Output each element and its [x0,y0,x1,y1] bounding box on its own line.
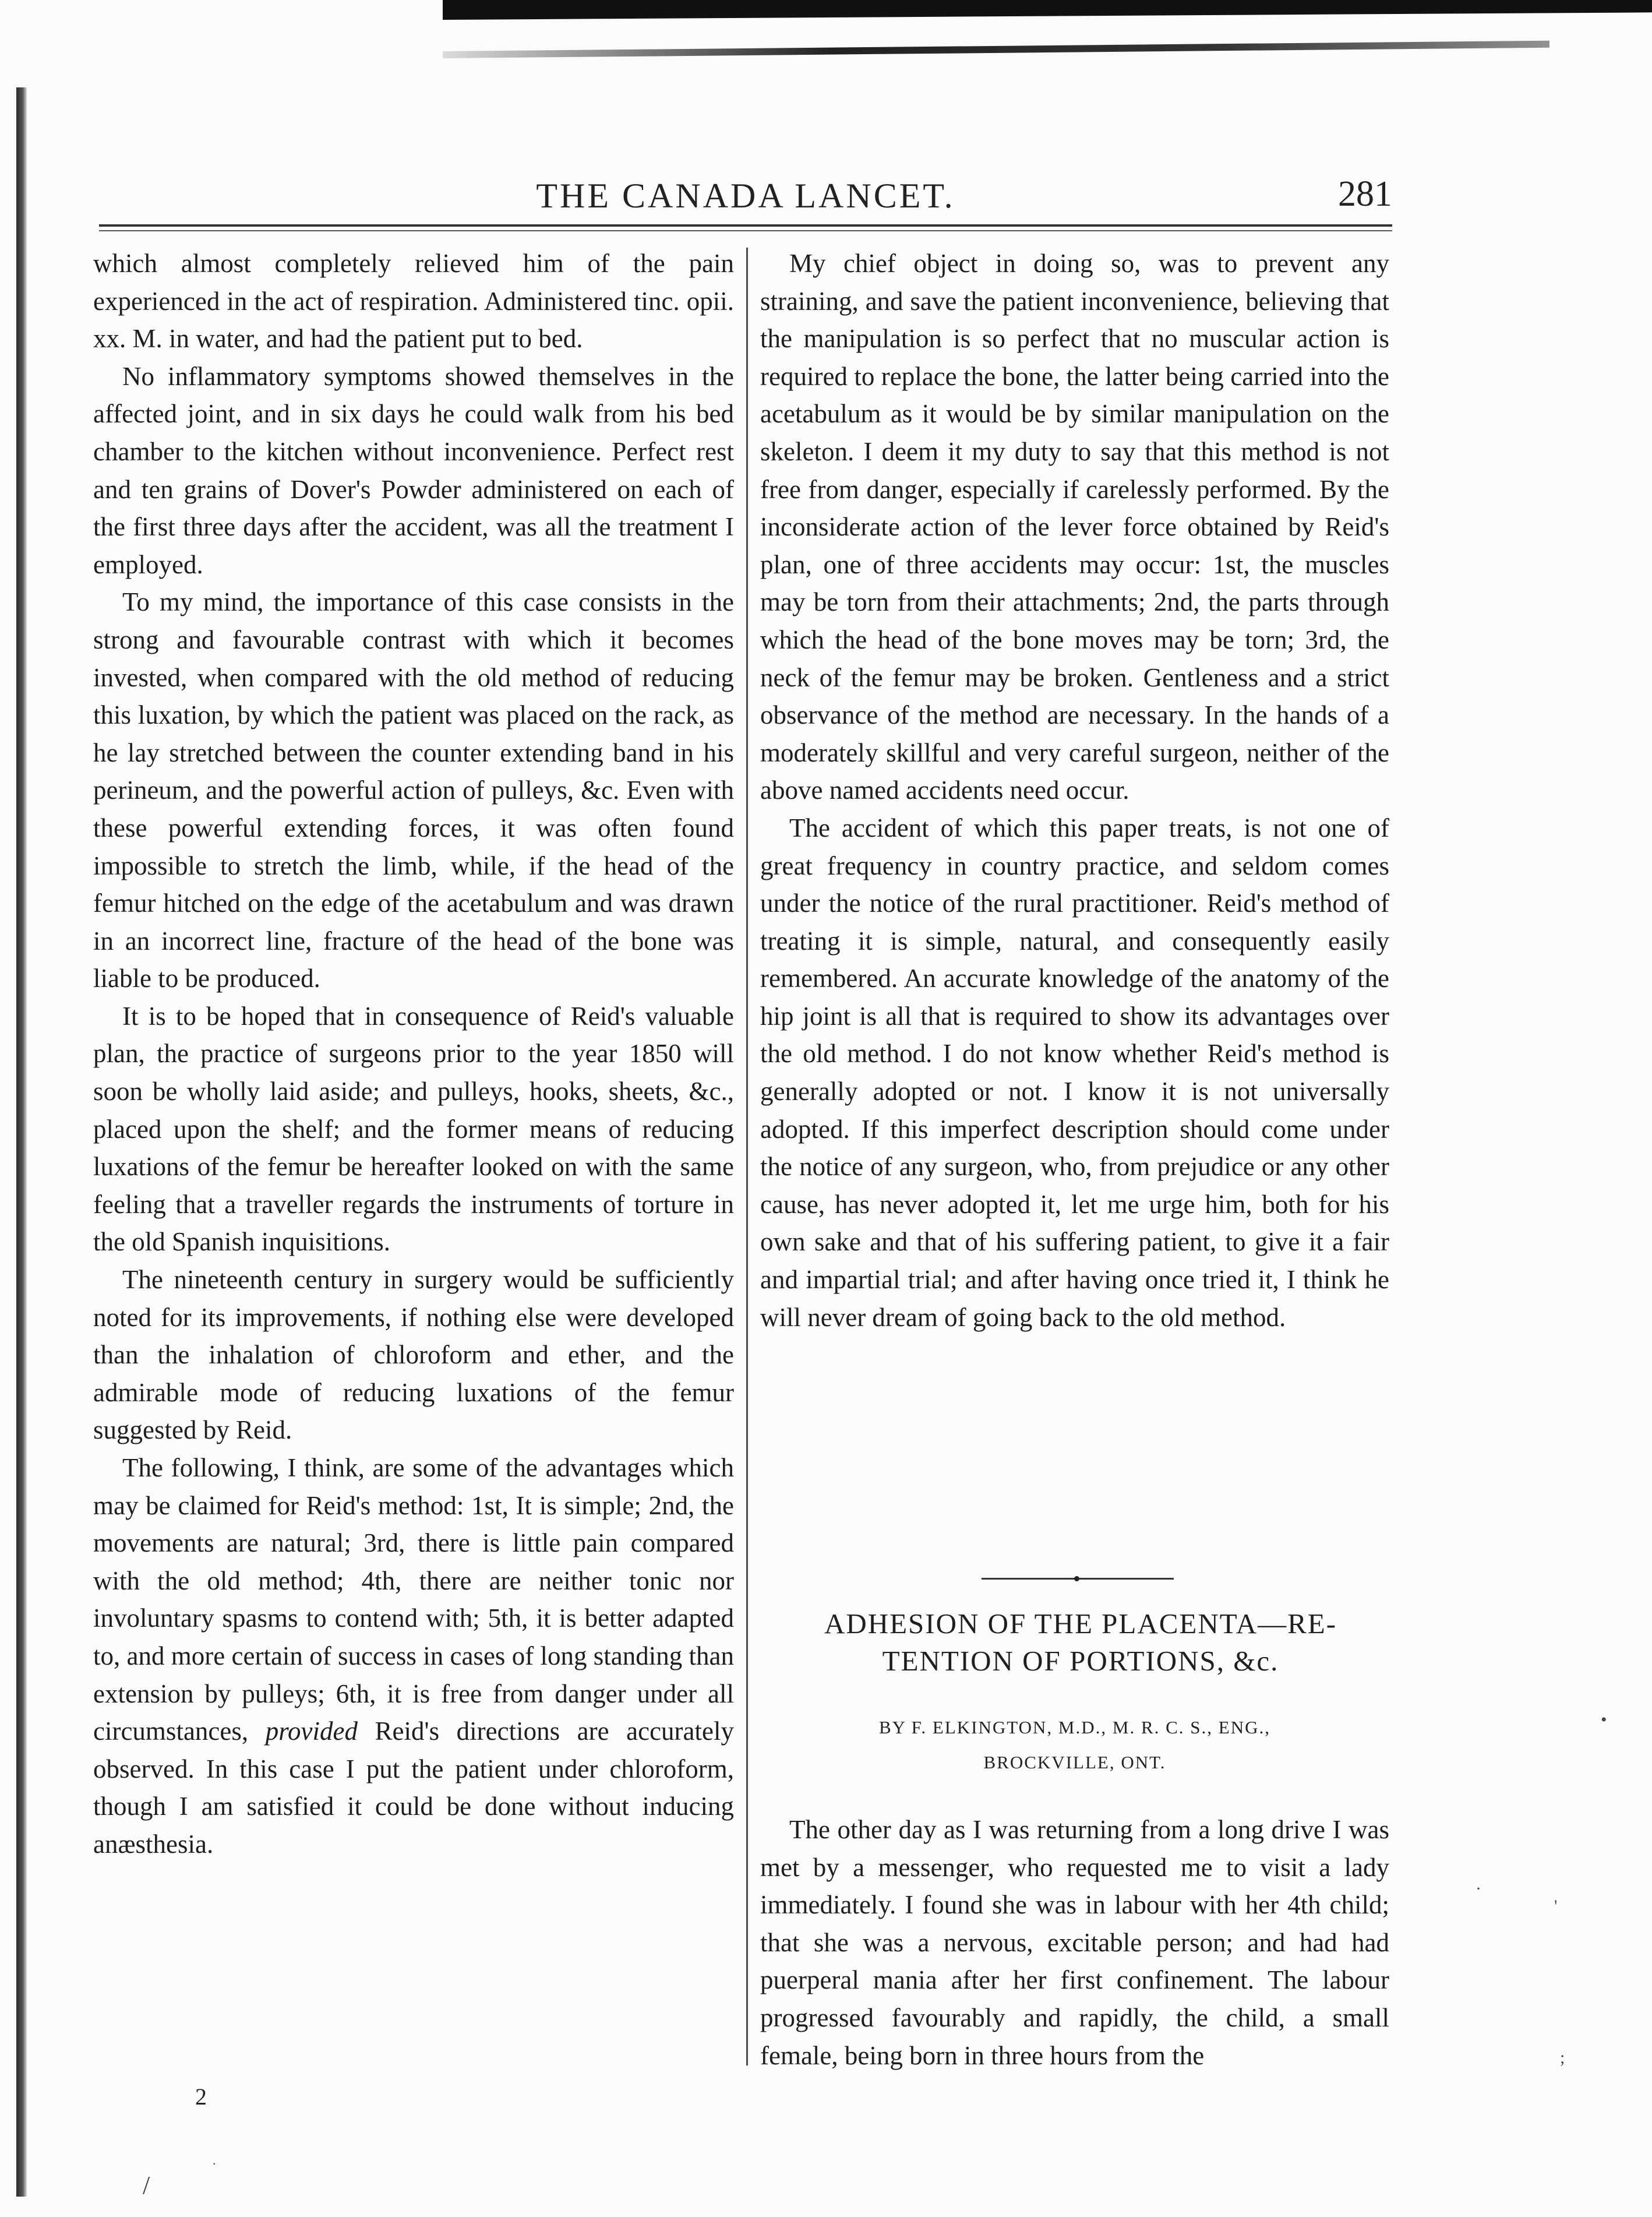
paragraph: To my mind, the importance of this case consists in the strong and favourable contrast with which it becomes invested, when compared with the old method of reducing this luxation, by which the patient was placed on the rack, as he lay stretched between the counter extending band in his perineum, and the powerful action of pulleys, &c. Even with these powerful extending forces, it was often found impossible to stretch the limb, while, if the head of the femur hitched on the edge of the acetabulum and was drawn in an incorrect line, fracture of the head of the bone was liable to be produced. [93,587,734,993]
scan-speck: ; [1560,2048,1565,2067]
scan-top-rule [443,41,1549,58]
paragraph: The accident of which this paper treats, is not one of great frequency in country practice, and seldom comes under the notice of the rural practitioner. Reid's method of treating it is simple, natural, and consequently easily remembered. An accurate knowledge of the anatomy of the hip joint is all that is required to show its advantages over the old method. I do not know whether Reid's method is generally adopted or not. I know it is not universally adopted. If this imperfect description should come under the notice of any surgeon, who, from prejudice or any other cause, has never adopted it, let me urge him, both for his own sake and that of his suffering patient, to give it a fair and impartial trial; and after having once tried it, I think he will never dream of going back to the old method. [760,813,1389,1332]
ornament-dot [1074,1576,1079,1581]
header-rule [99,224,1392,231]
paragraph-advantages [93,1449,734,1863]
section-ornament [982,1576,1174,1581]
left-column [93,245,734,1863]
running-head [99,169,1392,221]
paragraph: No inflammatory symptoms showed themselves in the affected joint, and in six days he could walk from his bed chamber to the kitchen without inconvenience. Perfect rest and ten grains of Dover's Powder administered on each of the first three days after the accident, was all the treatment I employed. [93,361,734,579]
byline-location: BROCKVILLE, ONT. [983,1752,1166,1772]
paragraph: which almost completely relieved him of the pain experienced in the act of respiration. Administered tinc. opii. xx. M. in water, and had the patient put to bed. [93,249,734,354]
paragraph: My chief object in doing so, was to prevent any straining, and save the patient inconvenience, believing that the manipulation is so perfect that no muscular action is required to replace the bone, the latter being carried into the acetabulum as it would be by similar manipulation on the skeleton. I deem it my duty to say that this method is not free from danger, especially if carelessly performed. By the inconsiderate action of the lever force obtained by Reid's plan, one of three accidents may occur: 1st, the muscles may be torn from their attachments; 2nd, the parts through which the head of the bone moves may be torn; 3rd, the neck of the femur may be broken. Gentleness and a strict observance of the method are necessary. In the hands of a moderately skillful and very careful surgeon, neither of the above named accidents need occur. [760,249,1389,805]
journal-title: THE CANADA LANCET. [536,177,955,215]
paragraph: The other day as I was returning from a long drive I was met by a messenger, who requested me to visit a lady immediately. I found she was in labour with her 4th child; that she was a nervous, excitable person; and had had puerperal mania after her first confinement. The labour progressed favourably and rapidly, the child, a small female, being born in three hours from the [760,1815,1389,2070]
page-number: 281 [1338,174,1392,214]
emphasis-provided: provided [265,1716,358,1746]
article-title-line: TENTION OF PORTIONS, &c. [882,1645,1279,1677]
scan-speck: ' [1554,1897,1558,1916]
paragraph: It is to be hoped that in consequence of Reid's valuable plan, the practice of surgeons prior to the year 1850 will soon be wholly laid aside; and pulleys, hooks, sheets, &c., placed upon the shelf; and the former means of reducing luxations of the femur be hereafter looked on with the same feeling that a traveller regards the instruments of torture in the old Spanish inquisitions. [93,1001,734,1257]
article-byline [757,1710,1392,1780]
scan-top-bar [443,0,1652,20]
scan-speck: . [213,2153,216,2167]
article-title-line: ADHESION OF THE PLACENTA—RE- [824,1608,1337,1640]
scan-speck: / [143,2171,150,2200]
text-run: Reid's directions are accurately observed. In this case I put the patient under chloroform, though I am satisfied it could be done without inducing anæsthesia. [93,1716,734,1859]
right-column [760,245,1389,1336]
paragraph: The nineteenth century in surgery would be sufficiently noted for its improvements, if nothing else were developed than the inhalation of chloroform and ether, and the admirable mode of reducing luxations of the femur suggested by Reid. [93,1265,734,1445]
signature-mark: 2 [195,2084,207,2110]
article-body [760,1811,1389,2074]
byline-author: BY F. ELKINGTON, M.D., M. R. C. S., ENG., [879,1717,1270,1737]
scan-left-edge [16,87,27,2197]
article-title [754,1605,1407,1680]
scan-speck: • [1601,1710,1607,1729]
column-divider [746,248,748,2066]
scan-speck: · [1475,1879,1481,1898]
text-run: The following, I think, are some of the advantages which may be claimed for Reid's method: 1st, It is simple; 2nd, the movements are natural; 3rd, there is little pain compared with the old method; 4th, there are neither tonic nor involuntary spasms to contend with; 5th, it is better adapted to, and more certain of success in cases of long standing than extension by pulleys; 6th, it is free from danger under all circumstances, [93,1453,734,1746]
